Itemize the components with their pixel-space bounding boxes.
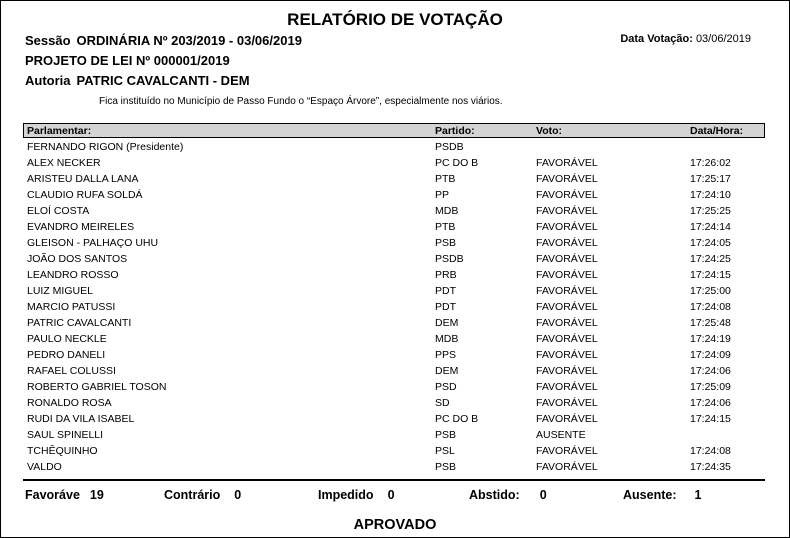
time-cell: 17:25:17 [690,173,731,185]
table-row [1,219,789,235]
col-hora: Data/Hora: [690,125,744,137]
party-cell: PSB [435,237,457,249]
total-ausente-value: 1 [694,488,702,502]
vote-cell: FAVORÁVEL [536,413,598,425]
vote-cell: FAVORÁVEL [536,397,598,409]
vote-date-value: 03/06/2019 [695,33,751,45]
table-row [1,267,789,283]
member-name: JOÃO DOS SANTOS [27,253,128,265]
vote-cell: FAVORÁVEL [536,317,598,329]
time-cell: 17:24:08 [690,445,731,457]
member-name: ROBERTO GABRIEL TOSON [27,381,167,393]
authorship-label: Autoria [25,73,71,88]
table-row [1,203,789,219]
party-cell: SD [435,397,450,409]
vote-cell: FAVORÁVEL [536,445,598,457]
party-cell: PRB [435,269,457,281]
vote-cell: FAVORÁVEL [536,157,598,169]
total-abstido-label: Abstido: [469,488,520,502]
table-row [1,299,789,315]
table-row [1,331,789,347]
vote-cell: FAVORÁVEL [536,269,598,281]
total-favoravel-value: 19 [89,488,104,502]
party-cell: MDB [435,205,459,217]
vote-cell: FAVORÁVEL [536,349,598,361]
vote-cell: FAVORÁVEL [536,189,598,201]
total-impedido [318,488,395,502]
member-name: PEDRO DANELI [27,349,106,361]
session-line [25,33,302,48]
table-row [1,363,789,379]
party-cell: PP [435,189,450,201]
time-cell: 17:24:15 [690,413,731,425]
member-name: SAUL SPINELLI [27,429,104,441]
party-cell: PSB [435,429,457,441]
total-ausente-label: Ausente: [623,488,677,502]
party-cell: MDB [435,333,459,345]
col-voto: Voto: [536,125,563,137]
time-cell: 17:24:14 [690,221,731,233]
total-contrario [164,488,241,502]
table-row [1,235,789,251]
vote-cell: FAVORÁVEL [536,301,598,313]
vote-cell: FAVORÁVEL [536,253,598,265]
table-row [1,427,789,443]
party-cell: PSB [435,461,457,473]
report-title: RELATÓRIO DE VOTAÇÃO [287,10,503,29]
party-cell: PTB [435,221,456,233]
member-name: CLAUDIO RUFA SOLDÁ [27,189,143,201]
member-name: RAFAEL COLUSSI [27,365,116,377]
member-name: ALEX NECKER [27,157,101,169]
vote-cell: FAVORÁVEL [536,205,598,217]
time-cell: 17:24:10 [690,189,731,201]
table-row [1,251,789,267]
time-cell: 17:24:35 [690,461,731,473]
table-row [1,347,789,363]
voting-result: APROVADO [353,517,437,533]
member-name: VALDO [27,461,62,473]
member-name: MARCIO PATUSSI [27,301,116,313]
total-impedido-value: 0 [387,488,395,502]
table-row [1,139,789,155]
party-cell: DEM [435,317,459,329]
member-name: LUIZ MIGUEL [27,285,93,297]
table-row [1,155,789,171]
authorship-value: PATRIC CAVALCANTI - DEM [76,73,250,88]
table-row [1,171,789,187]
party-cell: PC DO B [435,157,479,169]
table-row [1,315,789,331]
total-impedido-label: Impedido [318,488,374,502]
total-contrario-label: Contrário [164,488,221,502]
party-cell: PTB [435,173,456,185]
vote-cell: FAVORÁVEL [536,461,598,473]
vote-cell: FAVORÁVEL [536,285,598,297]
time-cell: 17:24:19 [690,333,731,345]
party-cell: PSDB [435,141,464,153]
table-row [1,187,789,203]
vote-cell: FAVORÁVEL [536,221,598,233]
time-cell: 17:24:09 [690,349,731,361]
member-name: PATRIC CAVALCANTI [27,317,132,329]
member-name: PAULO NECKLE [27,333,107,345]
party-cell: PSL [435,445,455,457]
party-cell: DEM [435,365,459,377]
table-row [1,459,789,475]
time-cell: 17:25:25 [690,205,731,217]
totals-divider [23,479,765,481]
vote-date [620,33,751,45]
table-header [23,123,765,138]
member-name: RONALDO ROSA [27,397,112,409]
member-name: FERNANDO RIGON (Presidente) [27,141,184,153]
total-abstido-value: 0 [539,488,547,502]
party-cell: PDT [435,285,456,297]
vote-cell: FAVORÁVEL [536,381,598,393]
party-cell: PPS [435,349,457,361]
table-row [1,283,789,299]
time-cell: 17:24:06 [690,365,731,377]
authorship-line [25,73,250,88]
member-name: ELOÍ COSTA [27,205,90,217]
table-row [1,411,789,427]
total-contrario-value: 0 [234,488,242,502]
vote-cell: FAVORÁVEL [536,365,598,377]
table-row [1,443,789,459]
total-favoravel-label: Favoráve [25,488,80,502]
party-cell: PC DO B [435,413,479,425]
member-name: RUDI DA VILA ISABEL [27,413,135,425]
bill-number: PROJETO DE LEI Nº 000001/2019 [25,53,230,68]
vote-cell: FAVORÁVEL [536,333,598,345]
time-cell: 17:25:09 [690,381,731,393]
member-name: TCHÊQUINHO [27,445,98,457]
total-abstido [469,488,547,502]
member-name: ARISTEU DALLA LANA [27,173,139,185]
time-cell: 17:25:48 [690,317,731,329]
time-cell: 17:24:06 [690,397,731,409]
session-value: ORDINÁRIA Nº 203/2019 - 03/06/2019 [76,33,302,48]
table-row [1,395,789,411]
member-name: GLEISON - PALHAÇO UHU [27,237,159,249]
col-partido: Partido: [435,125,475,137]
party-cell: PSDB [435,253,464,265]
vote-cell: FAVORÁVEL [536,173,598,185]
total-ausente [623,488,701,502]
party-cell: PSD [435,381,457,393]
member-name: LEANDRO ROSSO [27,269,119,281]
table-row [1,379,789,395]
time-cell: 17:24:25 [690,253,731,265]
member-name: EVANDRO MEIRELES [27,221,135,233]
vote-date-label: Data Votação: [620,33,693,45]
bill-summary: Fica instituído no Município de Passo Fundo o “Espaço Árvore”, especialmente nos viários. [99,96,503,107]
time-cell: 17:24:05 [690,237,731,249]
total-favoravel [25,488,104,502]
vote-cell: AUSENTE [536,429,586,441]
vote-table [1,139,789,475]
time-cell: 17:25:00 [690,285,731,297]
col-parlamentar: Parlamentar: [27,125,92,137]
party-cell: PDT [435,301,456,313]
vote-cell: FAVORÁVEL [536,237,598,249]
session-label: Sessão [25,33,71,48]
time-cell: 17:24:08 [690,301,731,313]
time-cell: 17:24:15 [690,269,731,281]
time-cell: 17:26:02 [690,157,731,169]
